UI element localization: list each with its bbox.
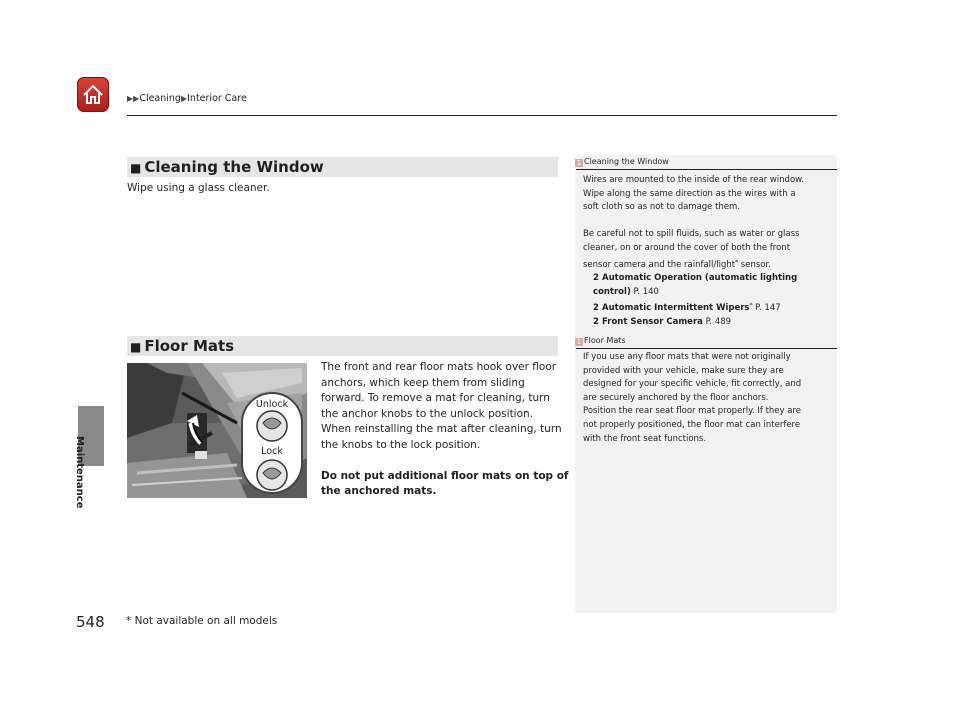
breadcrumb-item-interior-care[interactable]: Interior Care xyxy=(187,93,247,104)
text-line: anchors, which keep them from sliding xyxy=(321,376,525,389)
note-body-window xyxy=(583,174,831,330)
floor-mats-body-text xyxy=(321,360,569,500)
note-body-floor-mats xyxy=(583,351,831,446)
section-bullet-icon: ■ xyxy=(130,340,142,354)
cross-reference-link[interactable]: 2 Front Sensor Camera P. 489 xyxy=(593,316,831,330)
text-line: When reinstalling the mat after cleaning, turn xyxy=(321,423,562,435)
text-line: sensor camera and the rainfall/light* sensor. xyxy=(583,258,771,270)
footnote: * Not available on all models xyxy=(126,615,278,627)
section-title: Cleaning the Window xyxy=(144,158,324,176)
note-heading-window xyxy=(575,157,837,167)
section-title: Floor Mats xyxy=(144,337,235,355)
cross-reference-link-cont[interactable]: control) P. 140 xyxy=(593,286,659,297)
breadcrumb xyxy=(127,93,247,104)
text-line: Wires are mounted to the inside of the rear window. xyxy=(583,175,805,185)
text-line: the anchor knobs to the unlock position. xyxy=(321,407,534,420)
text-line: with the front seat functions. xyxy=(583,433,707,444)
lock-label: Lock xyxy=(261,446,283,457)
header-divider xyxy=(127,115,837,116)
text-line: provided with your vehicle, make sure they are xyxy=(583,365,784,376)
note-divider xyxy=(576,169,837,170)
text-line: soft cloth so as not to damage them. xyxy=(583,202,741,213)
page-number: 548 xyxy=(76,613,105,631)
section-heading-window xyxy=(127,157,558,177)
note-marker-icon: 1 xyxy=(576,159,582,167)
unlock-label: Unlock xyxy=(255,399,289,410)
text-line: If you use any floor mats that were not originally xyxy=(583,352,791,362)
home-icon xyxy=(81,83,105,107)
cross-reference-link[interactable]: 2 Automatic Operation (automatic lighting xyxy=(593,272,831,286)
text-line: Be careful not to spill fluids, such as water or glass xyxy=(583,229,800,240)
text-line: not properly positioned, the floor mat can interfere xyxy=(583,419,801,430)
cross-reference-link[interactable]: 2 Automatic Intermittent Wipers* P. 147 xyxy=(593,299,831,316)
text-line: forward. To remove a mat for cleaning, turn xyxy=(321,392,550,404)
text-line: The front and rear floor mats hook over floor xyxy=(321,361,557,373)
text-line: are securely anchored by the floor anchors. xyxy=(583,392,769,403)
breadcrumb-item-cleaning[interactable]: Cleaning xyxy=(139,93,181,104)
reference-arrow-icon: 2 xyxy=(593,303,599,314)
section-bullet-icon: ■ xyxy=(130,161,142,175)
text-line: cleaner, on or around the cover of both the front xyxy=(583,242,791,253)
note-divider xyxy=(576,348,837,349)
warning-line: the anchored mats. xyxy=(321,485,437,497)
breadcrumb-arrow-icon: ▶ xyxy=(180,94,188,103)
section-heading-floor-mats xyxy=(127,336,558,356)
note-marker-icon: 1 xyxy=(576,338,582,346)
chapter-label: Maintenance xyxy=(74,436,85,509)
breadcrumb-arrow-icon: ▶▶ xyxy=(127,94,140,103)
reference-arrow-icon: 2 xyxy=(593,273,599,284)
text-line: Wipe along the same direction as the wires with a xyxy=(583,188,796,199)
text-line: the knobs to the lock position. xyxy=(321,438,481,451)
warning-line: Do not put additional floor mats on top of xyxy=(321,469,569,482)
home-button[interactable] xyxy=(77,77,109,112)
floor-mat-anchor-image xyxy=(127,363,307,498)
note-heading-floor-mats xyxy=(575,336,837,346)
window-body-text: Wipe using a glass cleaner. xyxy=(127,182,270,194)
note-title: Cleaning the Window xyxy=(584,157,669,166)
text-line: Position the rear seat floor mat properly. If they are xyxy=(583,406,802,417)
note-title: Floor Mats xyxy=(584,336,626,345)
reference-arrow-icon: 2 xyxy=(593,316,599,327)
text-line: designed for your specific vehicle, fit correctly, and xyxy=(583,379,802,390)
